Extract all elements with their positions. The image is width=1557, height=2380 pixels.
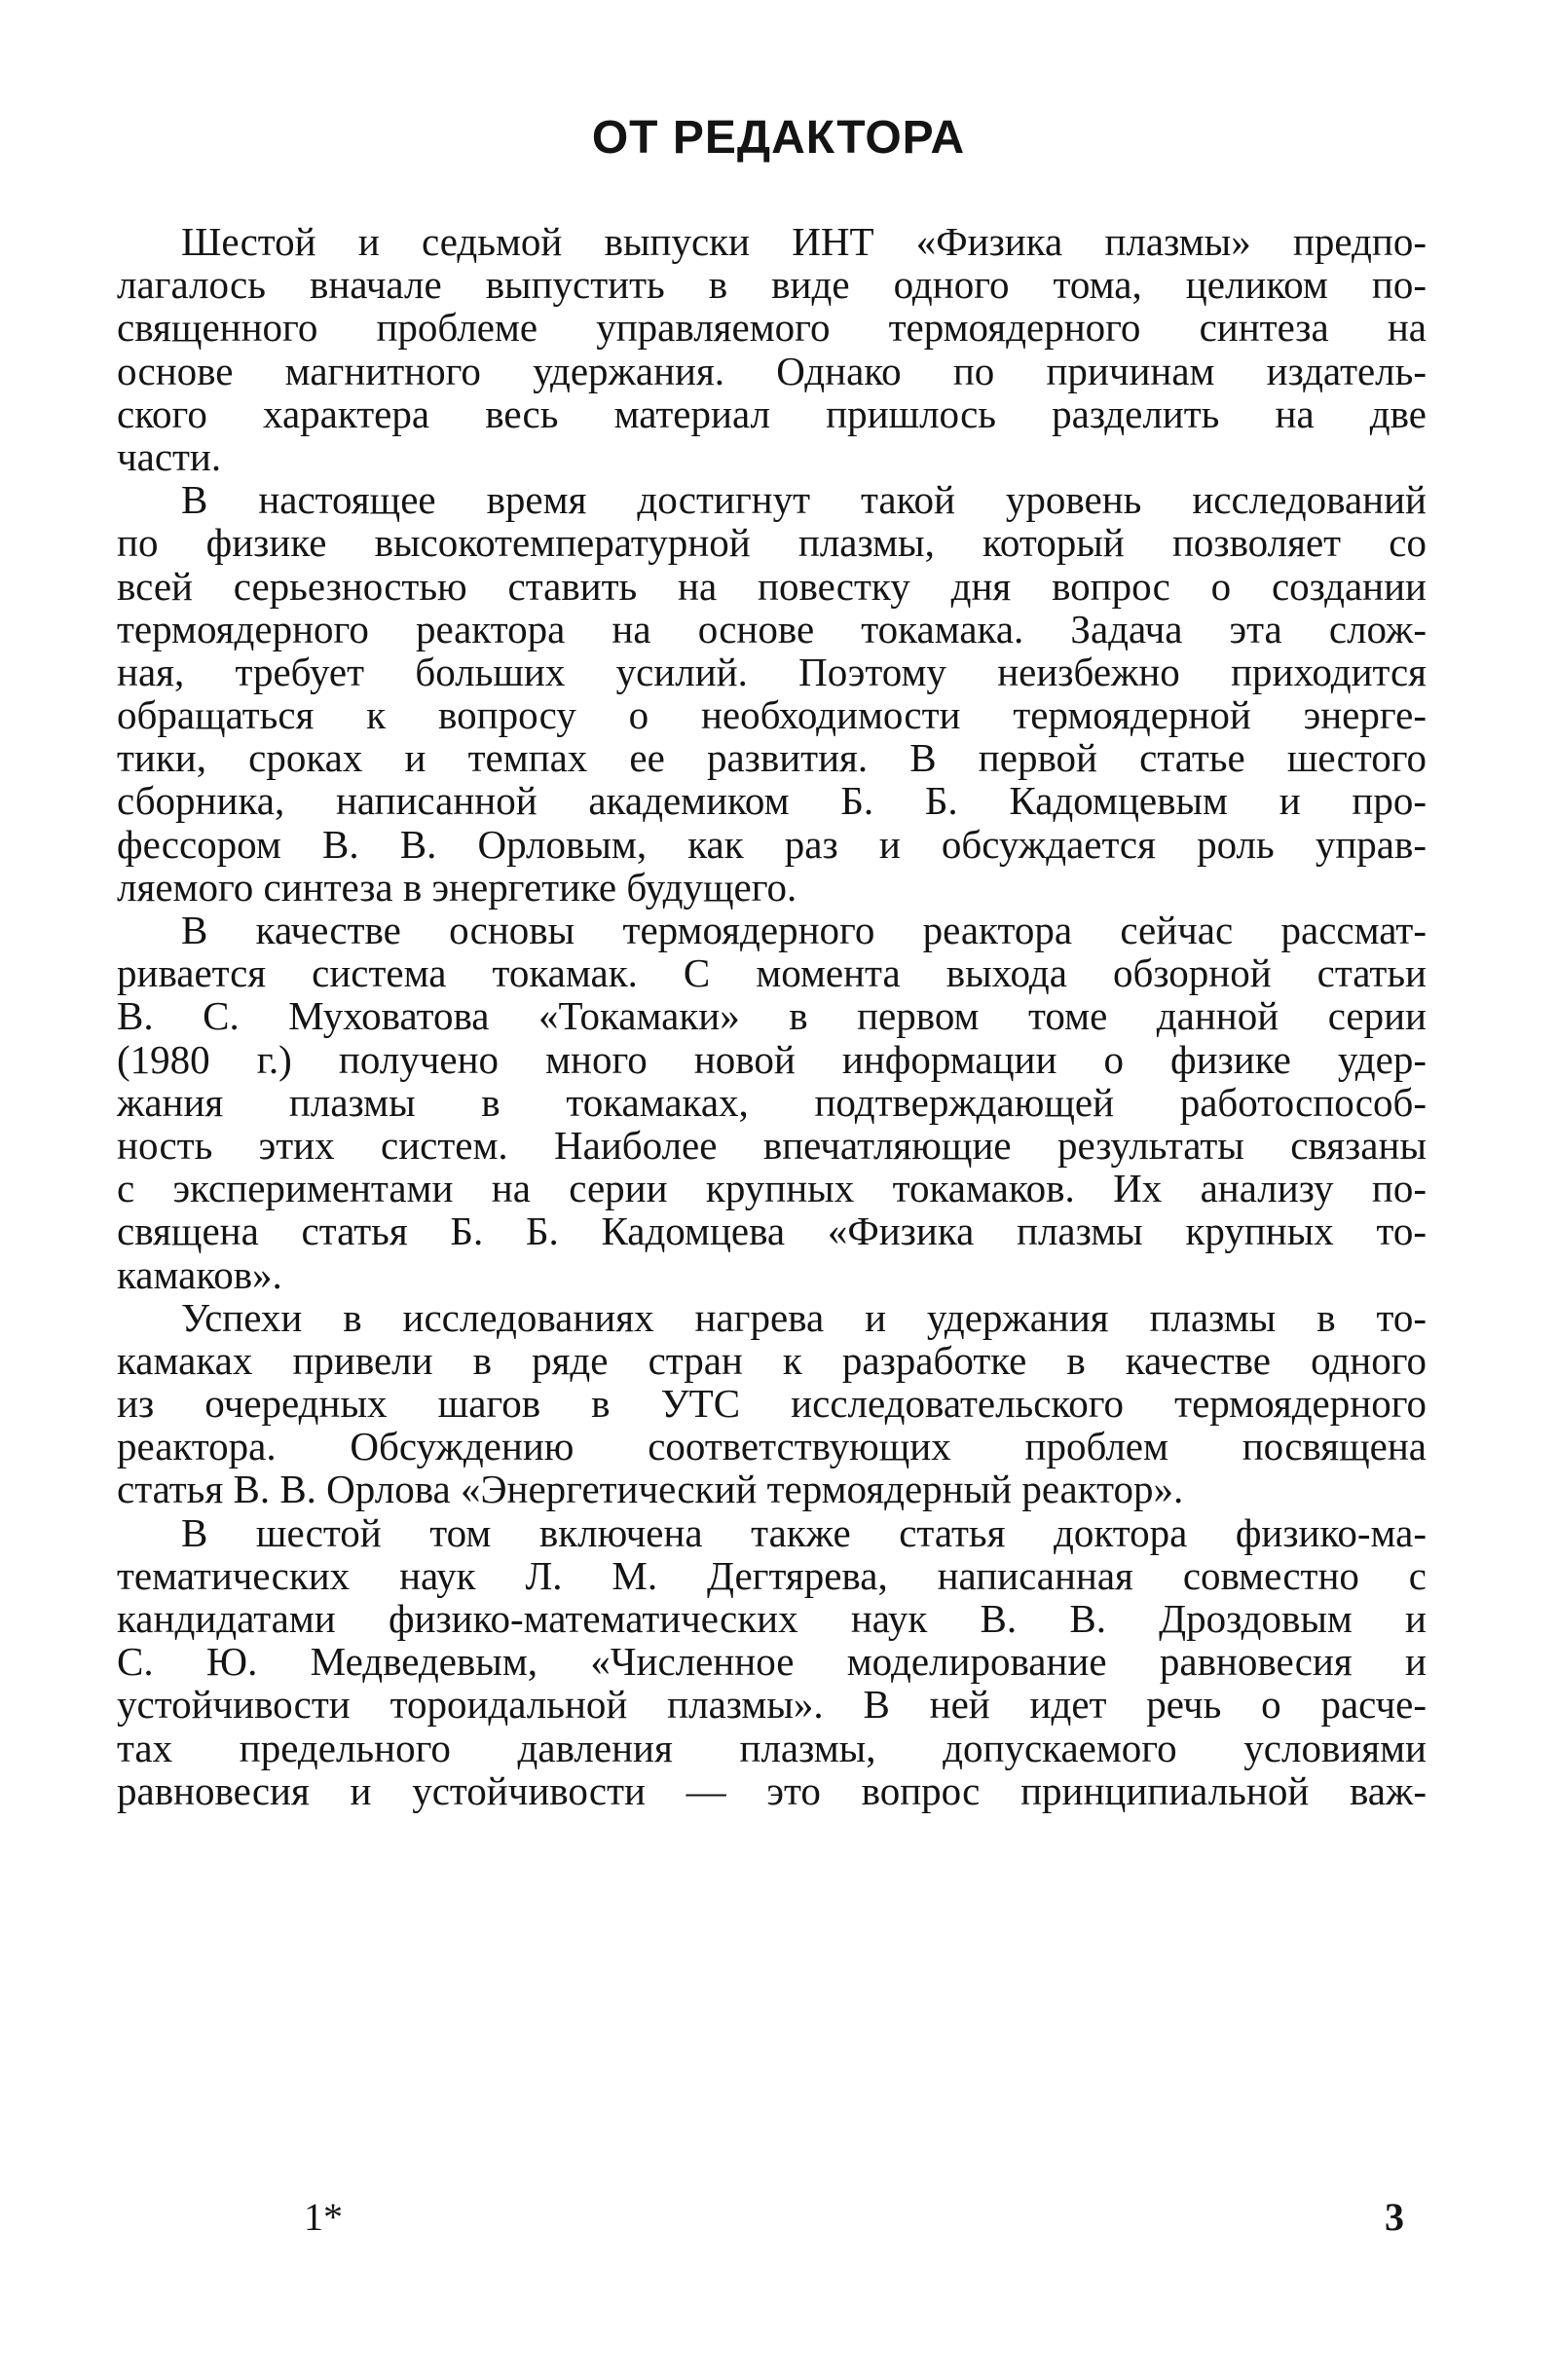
- text-line: камаках привели в ряде стран к разработке в качестве одного: [117, 1337, 1427, 1383]
- text-line: по физике высокотемпературной плазмы, который позволяет со: [117, 520, 1427, 566]
- paragraph-1: [117, 220, 1427, 478]
- text-line: камаков».: [117, 1251, 282, 1297]
- text-line: основе магнитного удержания. Однако по причинам издатель-: [117, 348, 1427, 393]
- text-line: ляемого синтеза в энергетике будущего.: [117, 864, 797, 910]
- text-line: с экспериментами на серии крупных токамаков. Их анализу по-: [117, 1166, 1427, 1211]
- page-footer: [0, 2193, 1557, 2242]
- text-line: В настоящее время достигнут такой уровень исследований: [181, 477, 1427, 523]
- paragraph-4: [117, 1296, 1427, 1511]
- page-number: 3: [1385, 2195, 1404, 2239]
- text-line: реактора. Обсуждению соответствующих проблем посвящена: [117, 1424, 1427, 1469]
- text-line: ность этих систем. Наиболее впечатляющие результаты связаны: [117, 1122, 1427, 1168]
- text-line: всей серьезностью ставить на повестку дня вопрос о создании: [117, 563, 1427, 609]
- text-line: (1980 г.) получено много новой информации о физике удер-: [117, 1036, 1427, 1082]
- text-line: С. Ю. Медведевым, «Численное моделирование равновесия и: [117, 1639, 1427, 1685]
- text-line: В качестве основы термоядерного реактора сейчас рассмат-: [181, 908, 1427, 952]
- text-line: тематических наук Л. М. Дегтярева, написанная совместно с: [117, 1552, 1427, 1598]
- paragraph-3: [117, 909, 1427, 1296]
- text-line: обращаться к вопросу о необходимости термоядерной энерге-: [117, 692, 1427, 738]
- text-line: ная, требует больших усилий. Поэтому неизбежно приходится: [117, 649, 1427, 694]
- text-line: устойчивости тороидальной плазмы». В ней идет речь о расче-: [117, 1682, 1427, 1728]
- text-line: Успехи в исследованиях нагрева и удержания плазмы в то-: [181, 1294, 1427, 1340]
- text-line: кандидатами физико-математических наук В. В. Дроздовым и: [117, 1596, 1427, 1641]
- text-line: части.: [117, 433, 222, 479]
- text-line: священного проблеме управляемого термоядерного синтеза на: [117, 305, 1427, 351]
- text-line: ривается система токамак. С момента выхода обзорной статьи: [117, 950, 1427, 996]
- paragraph-5: [117, 1511, 1427, 1812]
- text-line: тики, сроках и темпах ее развития. В первой статье шестого: [117, 735, 1427, 781]
- text-line: жания плазмы в токамаках, подтверждающей работоспособ-: [117, 1079, 1427, 1125]
- text-line: из очередных шагов в УТС исследовательского термоядерного: [117, 1381, 1427, 1427]
- signature-mark: 1*: [304, 2195, 343, 2239]
- text-line: лагалось вначале выпустить в виде одного тома, целиком по-: [117, 262, 1427, 308]
- text-line: ского характера весь материал пришлось разделить на две: [117, 390, 1427, 436]
- text-line: Шестой и седьмой выпуски ИНТ «Физика плазмы» предпо-: [181, 219, 1427, 264]
- page-title: ОТ РЕДАКТОРА: [591, 112, 966, 164]
- text-line: тах предельного давления плазмы, допускаемого условиями: [117, 1725, 1427, 1770]
- text-line: равновесия и устойчивости — это вопрос принципиальной важ-: [117, 1767, 1427, 1813]
- paragraph-2: [117, 478, 1427, 909]
- text-line: В. С. Муховатова «Токамаки» в первом томе данной серии: [117, 993, 1427, 1039]
- body-text: [117, 220, 1427, 1812]
- text-line: священа статья Б. Б. Кадомцева «Физика плазмы крупных то-: [117, 1209, 1427, 1254]
- text-line: В шестой том включена также статья доктора физико-ма-: [181, 1509, 1427, 1555]
- text-line: термоядерного реактора на основе токамака. Задача эта слож-: [117, 606, 1427, 651]
- text-line: фессором В. В. Орловым, как раз и обсуждается роль управ-: [117, 821, 1427, 867]
- text-line: статья В. В. Орлова «Энергетический термоядерный реактор».: [117, 1467, 1184, 1512]
- text-line: сборника, написанной академиком Б. Б. Кадомцевым и про-: [117, 778, 1427, 824]
